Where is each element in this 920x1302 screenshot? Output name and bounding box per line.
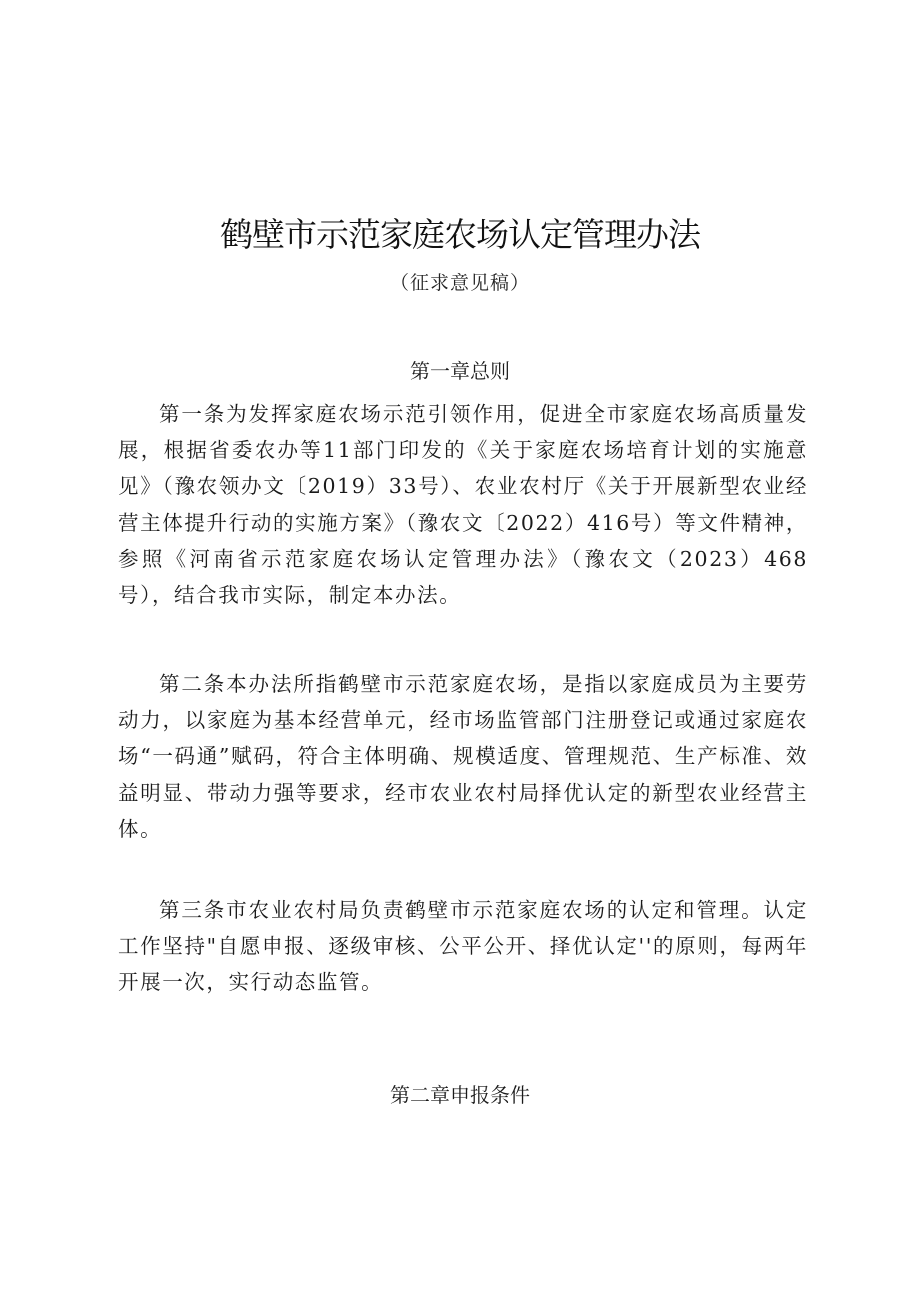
chapter-2-heading: 第二章申报条件 bbox=[390, 1083, 530, 1107]
article-3-text: 第三条市农业农村局负责鹤壁市示范家庭农场的认定和管理。认定工作坚持"自愿申报、逐级审核、公平公开、择优认定''的原则，每两年开展一次，实行动态监管。 bbox=[118, 898, 808, 995]
chapter-1-heading: 第一章总则 bbox=[410, 359, 510, 383]
document-subtitle: （征求意见稿） bbox=[389, 272, 530, 294]
article-2 bbox=[118, 666, 808, 847]
article-2-text: 第二条本办法所指鹤壁市示范家庭农场，是指以家庭成员为主要劳动力，以家庭为基本经营单元，经市场监管部门注册登记或通过家庭农场“一码通”赋码，符合主体明确、规模适度、管理规范、生产标准、效益明显、带动力强等要求，经市农业农村局择优认定的新型农业经营主体。 bbox=[118, 672, 808, 841]
article-1 bbox=[118, 396, 808, 613]
document-title: 鹤壁市示范家庭农场认定管理办法 bbox=[220, 215, 700, 254]
article-1-text: 第一条为发挥家庭农场示范引领作用，促进全市家庭农场高质量发展，根据省委农办等11部门印发的《关于家庭农场培育计划的实施意见》（豫农领办文〔2019）33号）、农业农村厅《关于开展新型农业经营主体提升行动的实施方案》（豫农文〔2022）416号）等文件精神，参照《河南省示范家庭农场认定管理办法》（豫农文（2023）468号），结合我市实际，制定本办法。 bbox=[118, 402, 808, 608]
article-3 bbox=[118, 892, 808, 1001]
